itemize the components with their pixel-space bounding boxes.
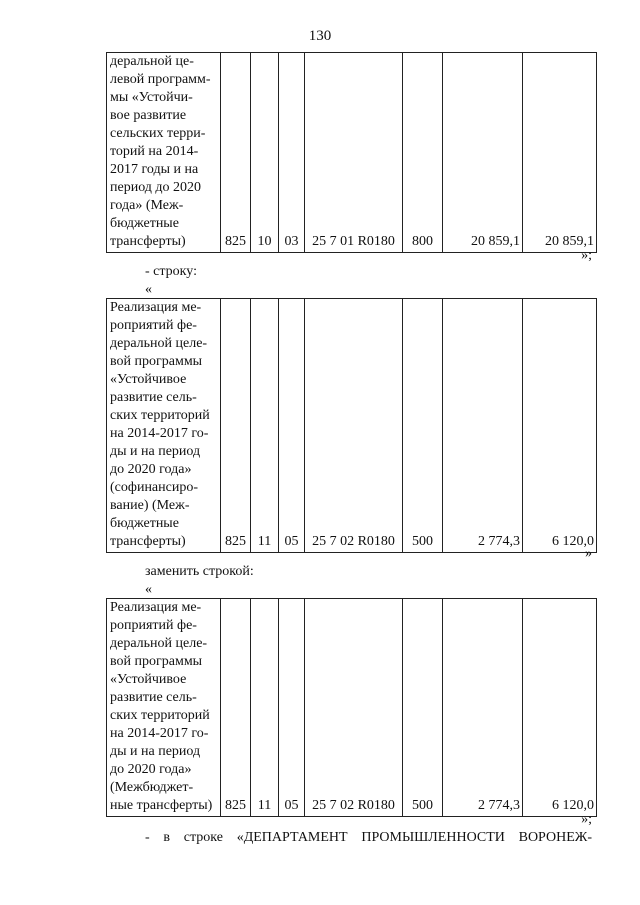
budget-table-2 xyxy=(106,298,597,553)
instruction-line-2: заменить строкой: xyxy=(145,564,254,579)
instruction-line-1: - строку: xyxy=(145,264,197,279)
cell-sum-2: 20 859,1 xyxy=(523,53,597,253)
cell-ved: 825 xyxy=(221,299,251,553)
cell-pr: 03 xyxy=(279,53,305,253)
cell-ved: 825 xyxy=(221,53,251,253)
table-row xyxy=(107,53,597,253)
cell-sum-2: 6 120,0 xyxy=(523,299,597,553)
cell-rz: 11 xyxy=(251,299,279,553)
final-line: - в строке «ДЕПАРТАМЕНТ ПРОМЫШЛЕННОСТИ ВОРОНЕЖ- xyxy=(145,830,592,845)
closing-quote-2: » xyxy=(585,546,592,561)
cell-csr: 25 7 02 R0180 xyxy=(305,299,403,553)
row-name: Реализация ме- роприятий фе- деральной целе- вой программы «Устойчивое развитие сель- ских территорий на 2014-2017 го- ды и на период до 2020 года» (Межбюджет- ные трансферты) xyxy=(107,599,221,817)
budget-table-1 xyxy=(106,52,597,253)
closing-quote-3: »; xyxy=(581,812,592,827)
budget-table-3 xyxy=(106,598,597,817)
table-row xyxy=(107,299,597,553)
table-row xyxy=(107,599,597,817)
cell-sum-1: 2 774,3 xyxy=(443,299,523,553)
cell-ved: 825 xyxy=(221,599,251,817)
closing-quote-1: »; xyxy=(581,248,592,263)
cell-vr: 500 xyxy=(403,299,443,553)
cell-vr: 500 xyxy=(403,599,443,817)
opening-quote-2: « xyxy=(145,282,152,297)
page-number: 130 xyxy=(308,28,332,44)
cell-vr: 800 xyxy=(403,53,443,253)
cell-sum-1: 2 774,3 xyxy=(443,599,523,817)
cell-pr: 05 xyxy=(279,599,305,817)
cell-rz: 11 xyxy=(251,599,279,817)
cell-sum-1: 20 859,1 xyxy=(443,53,523,253)
cell-sum-2: 6 120,0 xyxy=(523,599,597,817)
cell-csr: 25 7 01 R0180 xyxy=(305,53,403,253)
opening-quote-3: « xyxy=(145,582,152,597)
cell-pr: 05 xyxy=(279,299,305,553)
row-name: деральной це- левой программ- мы «Устойчи- вое развитие сельских терри- торий на 2014- 2017 годы и на период до 2020 года» (Меж- бюджетные трансферты) xyxy=(107,53,221,253)
row-name: Реализация ме- роприятий фе- деральной целе- вой программы «Устойчивое развитие сель- ских территорий на 2014-2017 го- ды и на период до 2020 года» (софинансиро- вание) (Меж- бюджетные трансферты) xyxy=(107,299,221,553)
cell-rz: 10 xyxy=(251,53,279,253)
cell-csr: 25 7 02 R0180 xyxy=(305,599,403,817)
